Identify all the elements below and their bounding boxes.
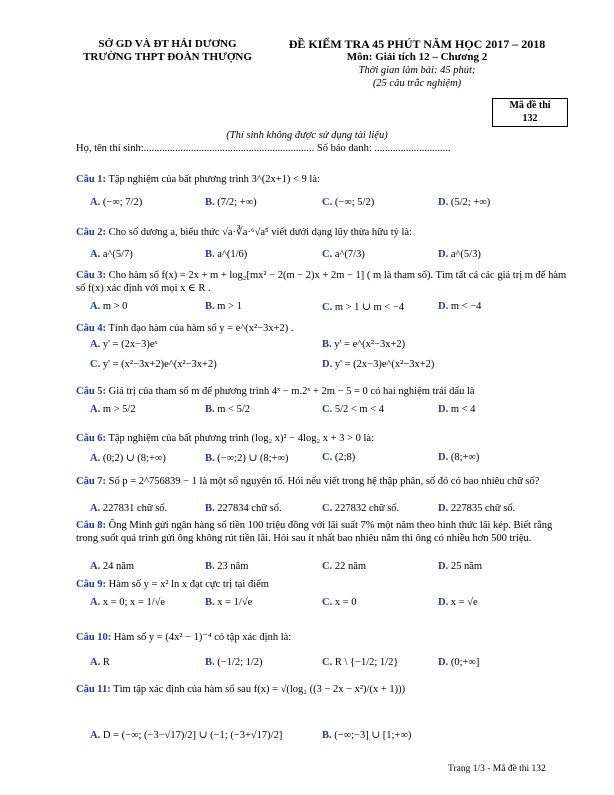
- question-11: [76, 683, 576, 696]
- option-text: 227832 chữ số.: [334, 503, 400, 514]
- question-text: Cho số dương a, biểu thức √a·∛a·⁶√a⁵ viết dưới dạng lũy thừa hữu tỷ là:: [106, 227, 413, 238]
- option-text: a^(5/7): [102, 249, 133, 260]
- question-label: Câu 10:: [76, 632, 112, 643]
- answer-option[interactable]: [322, 452, 355, 463]
- question-label: Câu 2:: [76, 227, 107, 238]
- answer-option[interactable]: [322, 359, 434, 370]
- answer-option[interactable]: [322, 301, 404, 313]
- question-8: [76, 519, 576, 545]
- option-letter: D.: [438, 503, 451, 514]
- option-letter: B.: [205, 453, 218, 464]
- option-text: 227834 chữ số.: [217, 503, 282, 514]
- answer-option[interactable]: [205, 657, 263, 668]
- option-text: 227831 chữ số.: [102, 503, 168, 514]
- option-text: 24 năm: [102, 561, 135, 572]
- exam-code-value: 132: [522, 113, 538, 124]
- question-2: [76, 226, 576, 239]
- answer-option[interactable]: [438, 301, 481, 312]
- answer-option[interactable]: [322, 404, 384, 415]
- question-label: Câu 5:: [76, 386, 107, 397]
- answer-option[interactable]: [438, 197, 490, 208]
- option-text: x = 0: [334, 597, 357, 608]
- option-letter: C.: [322, 404, 335, 415]
- option-letter: D.: [438, 404, 451, 415]
- question-text: Ông Minh gửi ngân hàng số tiền 100 triệu đồng với lãi suất 7% một năm theo hình thức lãi kép. Biết rằng trong suốt quá trình gửi ông không rút tiền lãi. Hỏi sau ít nhất bao nhiêu năm thì ông có nhiều hơn 500 triệu.: [76, 520, 553, 544]
- option-text: y' = (2x−3)eˣ: [102, 339, 158, 350]
- question-3: [76, 269, 576, 295]
- answer-option[interactable]: [205, 404, 250, 415]
- exam-note: (Thí sinh không được sử dụng tài liệu): [226, 130, 388, 141]
- option-text: x = 0; x = 1/√e: [102, 597, 166, 608]
- option-text: (2;8): [334, 452, 356, 463]
- question-text: Tập nghiệm của bất phương trình 3^(2x+1) < 9 là:: [106, 174, 320, 185]
- answer-option[interactable]: [322, 561, 366, 572]
- question-label: Câu 8:: [76, 520, 107, 531]
- answer-option[interactable]: [90, 197, 142, 208]
- answer-option[interactable]: [90, 249, 133, 260]
- question-label: Câu 6:: [76, 433, 107, 444]
- answer-option[interactable]: [90, 404, 136, 415]
- answer-option[interactable]: [90, 452, 166, 464]
- answer-option[interactable]: [438, 657, 479, 668]
- answer-option[interactable]: [90, 597, 165, 608]
- answer-option[interactable]: [438, 452, 479, 463]
- question-10: [76, 631, 576, 644]
- answer-option[interactable]: [322, 657, 398, 668]
- answer-option[interactable]: [438, 249, 481, 260]
- option-letter: A.: [90, 404, 103, 415]
- question-9: [76, 578, 576, 591]
- exam-duration: Thời gian làm bài: 45 phút;: [358, 65, 476, 76]
- option-text: m > 5/2: [102, 404, 136, 415]
- answer-option[interactable]: [438, 561, 482, 572]
- option-text: 22 năm: [334, 561, 367, 572]
- option-letter: B.: [205, 301, 218, 312]
- question-text: Số p = 2^756839 − 1 là một số nguyên tố. Hỏi nếu viết trong hệ thập phân, số đó có bao nhiêu chữ số?: [106, 476, 540, 487]
- option-letter: D.: [438, 249, 451, 260]
- option-text: R \ {−1/2; 1/2}: [334, 657, 399, 668]
- answer-option[interactable]: [438, 404, 475, 415]
- option-letter: B.: [205, 197, 218, 208]
- answer-option[interactable]: [438, 503, 515, 514]
- option-text: m > 0: [102, 301, 128, 312]
- option-letter: D.: [438, 452, 451, 463]
- question-label: Câu 9:: [76, 579, 107, 590]
- option-letter: C.: [322, 302, 335, 313]
- option-letter: A.: [90, 339, 103, 350]
- question-text: Tìm tập xác định của hàm số sau f(x) = √(log₂ ((3 − 2x − x²)/(x + 1))): [110, 684, 406, 695]
- option-text: x = 1/√e: [217, 597, 253, 608]
- option-text: 5/2 < m < 4: [334, 404, 385, 415]
- option-letter: B.: [205, 249, 218, 260]
- exam-subject: Môn: Giải tích 12 – Chương 2: [346, 51, 488, 63]
- answer-option[interactable]: [90, 359, 217, 370]
- option-letter: C.: [322, 503, 335, 514]
- school-name: TRƯỜNG THPT ĐOÀN THƯỢNG: [83, 51, 252, 63]
- option-text: 25 năm: [450, 561, 483, 572]
- option-text: a^(5/3): [450, 249, 481, 260]
- option-letter: B.: [322, 339, 335, 350]
- question-count: (25 câu trắc nghiệm): [372, 78, 462, 89]
- option-text: D = (−∞; (−3−√17)/2] ∪ (−1; (−3+√17)/2]: [102, 730, 283, 741]
- option-text: (0;2) ∪ (8;+∞): [102, 453, 166, 464]
- answer-option[interactable]: [322, 339, 405, 350]
- option-text: a^(7/3): [334, 249, 365, 260]
- exam-title: ĐỀ KIỂM TRA 45 PHÚT NĂM HỌC 2017 – 2018: [288, 37, 546, 51]
- option-letter: D.: [438, 197, 451, 208]
- option-letter: B.: [205, 657, 218, 668]
- option-text: (−1/2; 1/2): [217, 657, 263, 668]
- option-text: (−∞;−3] ∪ [1;+∞): [334, 730, 412, 741]
- answer-option[interactable]: [205, 249, 247, 260]
- option-letter: A.: [90, 730, 103, 741]
- option-letter: A.: [90, 503, 103, 514]
- question-label: Câu 4:: [76, 323, 107, 334]
- answer-option[interactable]: [205, 452, 288, 464]
- option-text: 23 năm: [217, 561, 249, 572]
- answer-option[interactable]: [438, 597, 478, 608]
- option-text: (5/2; +∞): [450, 197, 491, 208]
- option-text: x = √e: [450, 597, 478, 608]
- answer-option[interactable]: [90, 657, 110, 668]
- option-letter: C.: [90, 359, 103, 370]
- option-text: a^(1/6): [217, 249, 248, 260]
- option-text: y' = e^(x²−3x+2): [334, 339, 406, 350]
- question-label: Câu 1:: [76, 174, 107, 185]
- answer-option[interactable]: [205, 597, 252, 608]
- answer-option[interactable]: [322, 197, 374, 208]
- option-letter: C.: [322, 249, 335, 260]
- option-text: y' = (2x−3)e^(x²−3x+2): [334, 359, 435, 370]
- question-5: [76, 385, 576, 398]
- option-text: R: [102, 657, 110, 668]
- answer-option[interactable]: [90, 503, 167, 514]
- option-letter: C.: [322, 597, 335, 608]
- answer-option[interactable]: [90, 339, 158, 350]
- option-letter: B.: [205, 597, 218, 608]
- question-text: Hàm số y = (4x² − 1)⁻⁴ có tập xác định là:: [111, 632, 292, 643]
- question-text: Tính đạo hàm của hàm số y = e^(x²−3x+2) .: [106, 323, 294, 334]
- option-text: (−∞;2) ∪ (8;+∞): [217, 453, 289, 464]
- option-letter: A.: [90, 453, 103, 464]
- option-letter: A.: [90, 657, 103, 668]
- student-info-line: Họ, tên thí sinh:................................................................. Số báo danh: .............................: [76, 143, 451, 154]
- option-text: (8;+∞): [450, 452, 480, 463]
- option-letter: B.: [205, 503, 218, 514]
- question-text: Hàm số y = x² ln x đạt cực trị tại điểm: [106, 579, 269, 590]
- option-letter: C.: [322, 197, 335, 208]
- option-letter: A.: [90, 197, 103, 208]
- question-text: Giá trị của tham số m để phương trình 4ˣ − m.2ˣ + 2m − 5 = 0 có hai nghiệm trái dấu là: [106, 386, 475, 397]
- option-text: (−∞; 7/2): [102, 197, 143, 208]
- option-text: y' = (x²−3x+2)e^(x²−3x+2): [102, 359, 217, 370]
- answer-option[interactable]: [322, 729, 411, 741]
- option-letter: D.: [438, 301, 451, 312]
- option-letter: D.: [438, 657, 451, 668]
- option-letter: C.: [322, 657, 335, 668]
- option-letter: B.: [205, 561, 218, 572]
- answer-option[interactable]: [205, 301, 242, 312]
- option-letter: A.: [90, 561, 103, 572]
- option-text: (0;+∞]: [450, 657, 480, 668]
- question-6: [76, 432, 576, 445]
- exam-code-box: [492, 98, 568, 127]
- option-letter: B.: [322, 730, 335, 741]
- answer-option[interactable]: [90, 301, 127, 312]
- exam-code-label: Mã đề thi: [509, 100, 551, 111]
- question-text: Tập nghiệm của bất phương trình (log₂ x)² − 4log₂ x + 3 > 0 là:: [106, 433, 374, 444]
- option-letter: D.: [438, 597, 451, 608]
- question-label: Câu 11:: [76, 684, 111, 695]
- question-text: Cho hàm số f(x) = 2x + m + log₂[mx² − 2(m − 2)x + 2m − 1] ( m là tham số). Tìm tất cả các giá trị m để hàm số f(x) xác định với mọi x ∈ R .: [76, 270, 567, 294]
- option-letter: D.: [322, 359, 335, 370]
- answer-option[interactable]: [322, 249, 365, 260]
- question-label: Câu 7:: [76, 476, 107, 487]
- page-footer: Trang 1/3 - Mã đề thi 132: [448, 764, 546, 774]
- option-text: m < 5/2: [217, 404, 251, 415]
- option-letter: A.: [90, 249, 103, 260]
- answer-option[interactable]: [205, 197, 257, 208]
- option-text: (7/2; +∞): [217, 197, 257, 208]
- school-header: [60, 38, 275, 64]
- option-letter: D.: [438, 561, 451, 572]
- option-letter: C.: [322, 561, 335, 572]
- answer-option[interactable]: [205, 503, 282, 514]
- answer-option[interactable]: [205, 561, 248, 572]
- question-label: Câu 3:: [76, 270, 107, 281]
- answer-option[interactable]: [322, 503, 399, 514]
- option-text: (−∞; 5/2): [334, 197, 375, 208]
- option-text: m < 4: [450, 404, 476, 415]
- answer-option[interactable]: [90, 561, 134, 572]
- option-text: m > 1 ∪ m < −4: [334, 302, 404, 313]
- option-text: m > 1: [217, 301, 242, 312]
- option-letter: C.: [322, 452, 335, 463]
- option-letter: A.: [90, 597, 103, 608]
- answer-option[interactable]: [322, 597, 357, 608]
- option-letter: B.: [205, 404, 218, 415]
- dept-name: SỞ GD VÀ ĐT HẢI DƯƠNG: [98, 38, 237, 50]
- question-4: [76, 322, 576, 335]
- exam-header: [262, 38, 572, 90]
- question-1: [76, 173, 576, 186]
- option-letter: A.: [90, 301, 103, 312]
- question-7: [76, 475, 576, 488]
- option-text: m < −4: [450, 301, 482, 312]
- option-text: 227835 chữ số.: [450, 503, 516, 514]
- answer-option[interactable]: [90, 729, 282, 741]
